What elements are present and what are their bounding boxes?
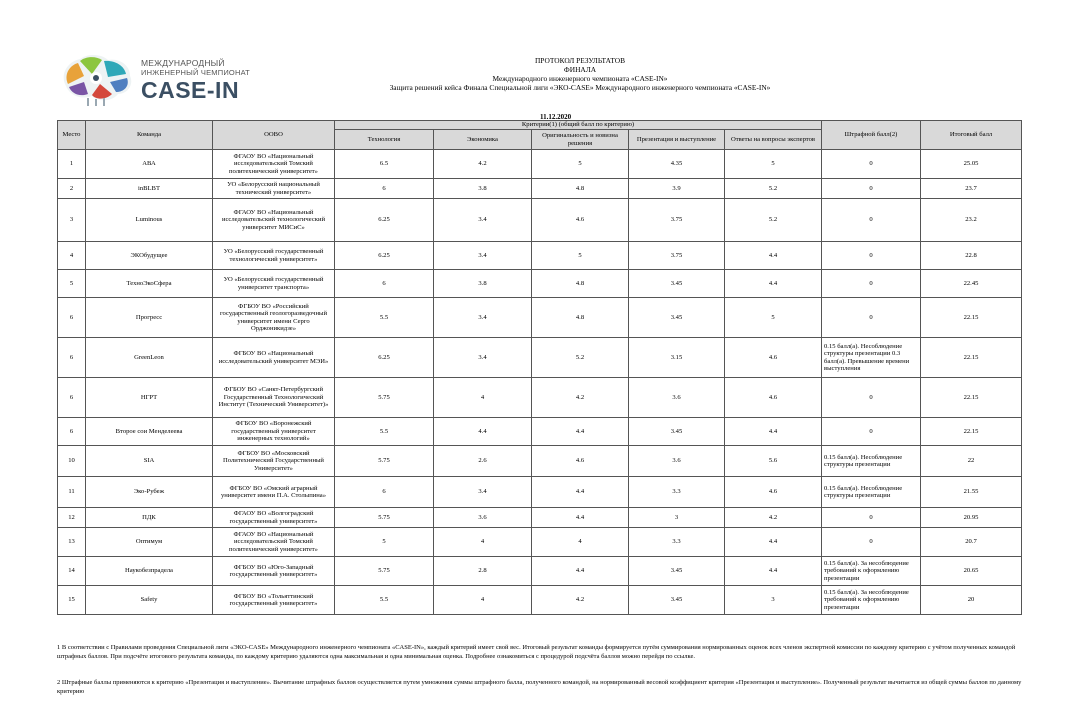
cell-penalty: 0.15 балл(а). За несоблюдение требований к оформлению презентации [822, 557, 921, 586]
cell-place: 5 [58, 270, 86, 298]
cell-presentation: 3.3 [629, 528, 725, 557]
cell-total: 22.15 [921, 418, 1022, 446]
cell-place: 6 [58, 298, 86, 338]
cell-technology: 5.5 [335, 418, 434, 446]
cell-place: 10 [58, 446, 86, 477]
cell-economics: 4 [434, 586, 532, 615]
cell-total: 20.65 [921, 557, 1022, 586]
table-row [58, 528, 1022, 557]
cell-presentation: 4.35 [629, 150, 725, 179]
cell-team: НГРТ [86, 378, 213, 418]
cell-originality: 4.8 [532, 298, 629, 338]
footnote-1: 1 В соответствии с Правилами проведения Специальной лиги «ЭКО-CASE» Международного инженерного чемпионата «CASE-IN», каждый критерий имеет свой вес. Итоговый результат команды формируется путём суммирования нормированных оценок всех членов экспертной комиссии по каждому критерию с учётом полученных командой штрафных баллов. При подсчёте итогового результата команды, по каждому критерию удаляются одна максимальная и одна минимальная оценка. Подробнее ознакомиться с процедурой подсчёта баллов можно перейдя по ссылке. [57, 644, 1016, 660]
cell-total: 25.05 [921, 150, 1022, 179]
cell-place: 3 [58, 199, 86, 242]
cell-team: ТехноЭкоСфера [86, 270, 213, 298]
cell-university: УО «Белорусский государственный университет транспорта» [213, 270, 335, 298]
table-row [58, 150, 1022, 179]
logo-line-championship: ИНЖЕНЕРНЫЙ ЧЕМПИОНАТ [141, 68, 250, 77]
footnote-2: 2 Штрафные баллы применяются к критерию «Презентация и выступление». Вычитание штрафных баллов осуществляется путем умножения суммы штрафного балла, полученного командой, на нормированный весовой коэффициент критерия «Презентация и выступление». Полученный результат вычитается из общей суммы баллов по данному критерию [57, 679, 1022, 695]
cell-university: ФГАОУ ВО «Волгоградский государственный университет» [213, 508, 335, 528]
cell-technology: 5.75 [335, 508, 434, 528]
cell-originality: 4.8 [532, 179, 629, 199]
cell-place: 2 [58, 179, 86, 199]
cell-economics: 4 [434, 378, 532, 418]
cell-economics: 4.4 [434, 418, 532, 446]
cell-answers: 5.2 [725, 179, 822, 199]
cell-total: 22.15 [921, 298, 1022, 338]
cell-penalty: 0.15 балл(а). Несоблюдение структуры презентации 0.3 балл(а). Превышение времени выступления [822, 338, 921, 378]
header-answers: Ответы на вопросы экспертов [725, 130, 822, 150]
cell-team: ПДК [86, 508, 213, 528]
cell-answers: 5.2 [725, 199, 822, 242]
title-line-final: ФИНАЛА [563, 65, 597, 74]
title-line-case-defense: Защита решений кейса Финала Специальной лиги «ЭКО-CASE» Международного инженерного чемпионата «CASE-IN» [389, 83, 771, 92]
cell-presentation: 3.15 [629, 338, 725, 378]
table-row [58, 298, 1022, 338]
cell-university: ФГАОУ ВО «Национальный исследовательский Томский политехнический университет» [213, 528, 335, 557]
cell-penalty: 0 [822, 378, 921, 418]
cell-technology: 5.5 [335, 586, 434, 615]
cell-economics: 3.4 [434, 477, 532, 508]
cell-university: ФГБОУ ВО «Российский государственный геологоразведочный университет имени Серго Орджоникидзе» [213, 298, 335, 338]
cell-total: 20.7 [921, 528, 1022, 557]
cell-place: 1 [58, 150, 86, 179]
cell-technology: 6.5 [335, 150, 434, 179]
cell-presentation: 3.45 [629, 418, 725, 446]
cell-penalty: 0 [822, 508, 921, 528]
cell-technology: 6.25 [335, 242, 434, 270]
header-place: Место [58, 121, 86, 150]
cell-answers: 3 [725, 586, 822, 615]
cell-place: 13 [58, 528, 86, 557]
cell-presentation: 3.45 [629, 298, 725, 338]
cell-team: inBLBT [86, 179, 213, 199]
results-table [57, 120, 1022, 615]
cell-answers: 5 [725, 150, 822, 179]
cell-economics: 4.2 [434, 150, 532, 179]
table-row [58, 557, 1022, 586]
cell-economics: 4 [434, 528, 532, 557]
cell-presentation: 3.75 [629, 199, 725, 242]
cell-economics: 3.4 [434, 242, 532, 270]
cell-presentation: 3.9 [629, 179, 725, 199]
cell-university: ФГАОУ ВО «Национальный исследовательский Томский политехнический университет» [213, 150, 335, 179]
document-title [300, 56, 860, 92]
cell-originality: 5 [532, 242, 629, 270]
header-economics: Экономика [434, 130, 532, 150]
cell-economics: 3.8 [434, 270, 532, 298]
cell-economics: 3.4 [434, 338, 532, 378]
cell-economics: 3.4 [434, 199, 532, 242]
cell-originality: 4.4 [532, 418, 629, 446]
cell-place: 14 [58, 557, 86, 586]
cell-technology: 5 [335, 528, 434, 557]
cell-technology: 6.25 [335, 199, 434, 242]
cell-total: 23.7 [921, 179, 1022, 199]
cell-technology: 5.5 [335, 298, 434, 338]
table-row [58, 338, 1022, 378]
cell-technology: 6 [335, 179, 434, 199]
cell-answers: 4.4 [725, 242, 822, 270]
cell-team: АВА [86, 150, 213, 179]
cell-team: Эко-Рубеж [86, 477, 213, 508]
cell-penalty: 0 [822, 270, 921, 298]
cell-university: ФГБОУ ВО «Юго-Западный государственный университет» [213, 557, 335, 586]
cell-presentation: 3.45 [629, 586, 725, 615]
cell-penalty: 0.15 балл(а). Несоблюдение структуры презентации [822, 446, 921, 477]
brain-logo-icon [58, 52, 140, 108]
cell-team: Safety [86, 586, 213, 615]
cell-economics: 3.8 [434, 179, 532, 199]
cell-team: GreenLeon [86, 338, 213, 378]
cell-presentation: 3.75 [629, 242, 725, 270]
cell-answers: 4.4 [725, 418, 822, 446]
cell-penalty: 0 [822, 298, 921, 338]
cell-place: 12 [58, 508, 86, 528]
table-row [58, 586, 1022, 615]
table-row [58, 508, 1022, 528]
cell-penalty: 0 [822, 242, 921, 270]
table-row [58, 242, 1022, 270]
cell-economics: 3.6 [434, 508, 532, 528]
table-row [58, 477, 1022, 508]
cell-penalty: 0 [822, 418, 921, 446]
cell-total: 22 [921, 446, 1022, 477]
cell-presentation: 3.45 [629, 557, 725, 586]
header-technology: Технология [335, 130, 434, 150]
cell-technology: 5.75 [335, 378, 434, 418]
cell-penalty: 0.15 балл(а). За несоблюдение требований к оформлению презентации [822, 586, 921, 615]
cell-answers: 5 [725, 298, 822, 338]
logo-line-case-in: CASE-IN [141, 77, 240, 103]
title-line-championship: Международного инженерного чемпионата «CASE-IN» [492, 74, 668, 83]
cell-team: ЭКОбудущее [86, 242, 213, 270]
title-line-protocol: ПРОТОКОЛ РЕЗУЛЬТАТОВ [534, 56, 626, 65]
cell-answers: 4.4 [725, 270, 822, 298]
cell-university: ФГБОУ ВО «Омский аграрный университет имени П.А. Столыпина» [213, 477, 335, 508]
cell-technology: 6.25 [335, 338, 434, 378]
cell-originality: 5.2 [532, 338, 629, 378]
cell-university: ФГБОУ ВО «Национальный исследовательский университет МЭИ» [213, 338, 335, 378]
cell-technology: 6 [335, 270, 434, 298]
cell-university: ФГБОУ ВО «Тольяттинский государственный университет» [213, 586, 335, 615]
cell-penalty: 0 [822, 199, 921, 242]
cell-total: 21.55 [921, 477, 1022, 508]
cell-economics: 2.6 [434, 446, 532, 477]
cell-answers: 4.6 [725, 338, 822, 378]
cell-answers: 4.4 [725, 557, 822, 586]
cell-team: Наукобезпрадела [86, 557, 213, 586]
cell-university: ФГАОУ ВО «Национальный исследовательский технологический университет МИСиС» [213, 199, 335, 242]
cell-originality: 4.8 [532, 270, 629, 298]
cell-place: 6 [58, 338, 86, 378]
cell-total: 22.15 [921, 338, 1022, 378]
cell-place: 6 [58, 418, 86, 446]
cell-penalty: 0 [822, 528, 921, 557]
cell-presentation: 3.6 [629, 378, 725, 418]
table-row [58, 270, 1022, 298]
header-team: Команда [86, 121, 213, 150]
header-presentation: Презентация и выступление [629, 130, 725, 150]
cell-originality: 4.4 [532, 508, 629, 528]
table-row [58, 446, 1022, 477]
cell-penalty: 0.15 балл(а). Несоблюдение структуры презентации [822, 477, 921, 508]
cell-originality: 4.2 [532, 378, 629, 418]
cell-team: Второе сои Менделеева [86, 418, 213, 446]
cell-economics: 2.8 [434, 557, 532, 586]
table-row [58, 418, 1022, 446]
header-criteria: Критерии(1) (общий балл по критерию) [335, 121, 822, 130]
cell-answers: 5.6 [725, 446, 822, 477]
table-row [58, 378, 1022, 418]
protocol-date: 11.12.2020 [540, 113, 572, 121]
cell-place: 4 [58, 242, 86, 270]
cell-total: 22.15 [921, 378, 1022, 418]
cell-technology: 5.75 [335, 557, 434, 586]
cell-originality: 4.4 [532, 557, 629, 586]
cell-total: 22.8 [921, 242, 1022, 270]
cell-total: 22.45 [921, 270, 1022, 298]
cell-originality: 4.6 [532, 446, 629, 477]
table-row [58, 199, 1022, 242]
cell-technology: 6 [335, 477, 434, 508]
cell-total: 20 [921, 586, 1022, 615]
logo-line-international: МЕЖДУНАРОДНЫЙ [141, 58, 225, 68]
cell-answers: 4.6 [725, 477, 822, 508]
cell-place: 11 [58, 477, 86, 508]
header-originality: Оригинальность и новизна решения [532, 130, 629, 150]
cell-answers: 4.6 [725, 378, 822, 418]
cell-presentation: 3.45 [629, 270, 725, 298]
cell-economics: 3.4 [434, 298, 532, 338]
cell-team: Оптимум [86, 528, 213, 557]
cell-university: УО «Белорусский национальный технический университет» [213, 179, 335, 199]
cell-answers: 4.2 [725, 508, 822, 528]
cell-presentation: 3 [629, 508, 725, 528]
header-penalty: Штрафной балл(2) [822, 121, 921, 150]
cell-penalty: 0 [822, 179, 921, 199]
cell-penalty: 0 [822, 150, 921, 179]
cell-answers: 4.4 [725, 528, 822, 557]
cell-place: 6 [58, 378, 86, 418]
cell-team: SIA [86, 446, 213, 477]
cell-presentation: 3.6 [629, 446, 725, 477]
cell-university: УО «Белорусский государственный технологический университет» [213, 242, 335, 270]
cell-total: 20.95 [921, 508, 1022, 528]
cell-originality: 4.6 [532, 199, 629, 242]
cell-originality: 4.2 [532, 586, 629, 615]
cell-team: Прогресс [86, 298, 213, 338]
header-university: ООВО [213, 121, 335, 150]
header-total: Итоговый балл [921, 121, 1022, 150]
cell-technology: 5.75 [335, 446, 434, 477]
cell-team: Luminous [86, 199, 213, 242]
cell-university: ФГБОУ ВО «Воронежский государственный университет инженерных технологий» [213, 418, 335, 446]
cell-originality: 4 [532, 528, 629, 557]
case-in-logo [58, 52, 250, 108]
footnotes [57, 644, 1023, 714]
cell-presentation: 3.3 [629, 477, 725, 508]
cell-place: 15 [58, 586, 86, 615]
table-row [58, 179, 1022, 199]
cell-total: 23.2 [921, 199, 1022, 242]
cell-university: ФГБОУ ВО «Санкт-Петербургский Государственный Технологический Институт (Технический Университет)» [213, 378, 335, 418]
cell-university: ФГБОУ ВО «Московский Политехнический Государственный Университет» [213, 446, 335, 477]
cell-originality: 5 [532, 150, 629, 179]
cell-originality: 4.4 [532, 477, 629, 508]
